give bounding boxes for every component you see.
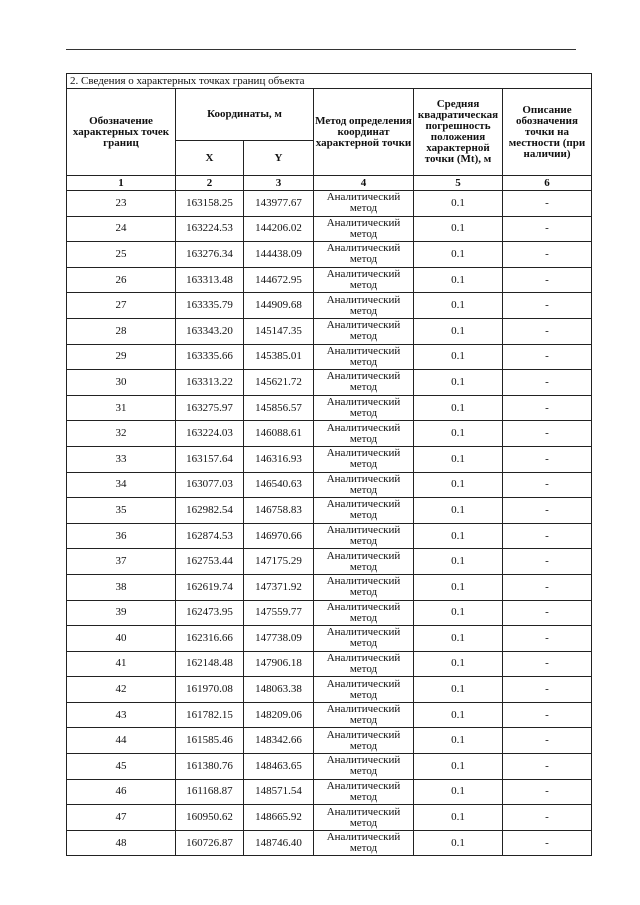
table-row [67, 728, 592, 754]
x-coordinate-cell: 160950.62 [176, 805, 244, 831]
method-cell [314, 472, 414, 498]
boundary-points-table [66, 73, 592, 856]
description-cell: - [503, 754, 592, 780]
description-cell: - [503, 318, 592, 344]
method-cell [314, 651, 414, 677]
error-cell: 0.1 [414, 498, 503, 524]
header-description: Описание обозначения точки на местности (при наличии) [503, 89, 592, 176]
table-row [67, 318, 592, 344]
method-text: метод [349, 816, 378, 829]
description-cell: - [503, 626, 592, 652]
x-coordinate-cell: 163335.79 [176, 293, 244, 319]
error-cell: 0.1 [414, 318, 503, 344]
method-text: Аналитический [326, 728, 401, 741]
table-row [67, 549, 592, 575]
method-text: метод [349, 688, 378, 701]
method-text: Аналитический [326, 447, 401, 460]
point-number-cell: 32 [67, 421, 176, 447]
method-text: метод [349, 279, 378, 292]
point-number-cell: 29 [67, 344, 176, 370]
method-cell [314, 600, 414, 626]
method-text: Аналитический [326, 549, 401, 562]
y-coordinate-cell: 144672.95 [244, 267, 314, 293]
method-cell [314, 395, 414, 421]
x-coordinate-cell: 161782.15 [176, 702, 244, 728]
error-cell: 0.1 [414, 574, 503, 600]
method-text: Аналитический [326, 779, 401, 792]
method-text: Аналитический [326, 524, 401, 537]
table-row [67, 702, 592, 728]
error-cell: 0.1 [414, 523, 503, 549]
method-text: Аналитический [326, 293, 401, 306]
method-text: Аналитический [326, 396, 401, 409]
description-cell: - [503, 728, 592, 754]
x-coordinate-cell: 163313.48 [176, 267, 244, 293]
x-coordinate-cell: 163077.03 [176, 472, 244, 498]
method-cell [314, 702, 414, 728]
method-text: метод [349, 714, 378, 727]
point-number-cell: 42 [67, 677, 176, 703]
method-text: Аналитический [326, 472, 401, 485]
x-coordinate-cell: 163224.53 [176, 216, 244, 242]
table-row [67, 677, 592, 703]
method-text: Аналитический [326, 600, 401, 613]
x-coordinate-cell: 160726.87 [176, 830, 244, 856]
method-text: метод [349, 381, 378, 394]
y-coordinate-cell: 144438.09 [244, 242, 314, 268]
x-coordinate-cell: 163335.66 [176, 344, 244, 370]
method-text: метод [349, 765, 378, 778]
method-cell [314, 344, 414, 370]
header-rule [66, 49, 576, 50]
method-text: метод [349, 407, 378, 420]
table-row [67, 498, 592, 524]
table-row [67, 523, 592, 549]
method-text: Аналитический [326, 626, 401, 639]
method-text: метод [349, 483, 378, 496]
method-cell [314, 370, 414, 396]
point-number-cell: 48 [67, 830, 176, 856]
description-cell: - [503, 651, 592, 677]
method-text: Аналитический [326, 754, 401, 767]
error-cell: 0.1 [414, 293, 503, 319]
point-number-cell: 36 [67, 523, 176, 549]
table-row [67, 293, 592, 319]
point-number-cell: 39 [67, 600, 176, 626]
description-cell: - [503, 805, 592, 831]
method-cell [314, 549, 414, 575]
column-number: 5 [414, 176, 503, 191]
method-text: метод [349, 535, 378, 548]
y-coordinate-cell: 148463.65 [244, 754, 314, 780]
method-text: метод [349, 355, 378, 368]
table-caption: 2. Сведения о характерных точках границ объекта [67, 74, 592, 89]
x-coordinate-cell: 162473.95 [176, 600, 244, 626]
method-cell [314, 805, 414, 831]
method-text: метод [349, 662, 378, 675]
column-number: 3 [244, 176, 314, 191]
description-cell: - [503, 677, 592, 703]
y-coordinate-cell: 146970.66 [244, 523, 314, 549]
header-method: Метод определения координат характерной точки [314, 89, 414, 176]
y-coordinate-cell: 148209.06 [244, 702, 314, 728]
y-coordinate-cell: 144909.68 [244, 293, 314, 319]
error-cell: 0.1 [414, 651, 503, 677]
method-cell [314, 626, 414, 652]
table-row [67, 626, 592, 652]
point-number-cell: 26 [67, 267, 176, 293]
y-coordinate-cell: 146540.63 [244, 472, 314, 498]
method-text: Аналитический [326, 216, 401, 229]
description-cell: - [503, 293, 592, 319]
y-coordinate-cell: 147906.18 [244, 651, 314, 677]
method-cell [314, 318, 414, 344]
table-row [67, 395, 592, 421]
y-coordinate-cell: 146088.61 [244, 421, 314, 447]
point-number-cell: 45 [67, 754, 176, 780]
table-row [67, 421, 592, 447]
y-coordinate-cell: 146316.93 [244, 446, 314, 472]
method-cell [314, 523, 414, 549]
table-body [67, 191, 592, 856]
x-coordinate-cell: 161168.87 [176, 779, 244, 805]
description-cell: - [503, 267, 592, 293]
point-number-cell: 30 [67, 370, 176, 396]
table-row [67, 472, 592, 498]
method-text: Аналитический [326, 421, 401, 434]
table-row [67, 600, 592, 626]
y-coordinate-cell: 148063.38 [244, 677, 314, 703]
description-cell: - [503, 216, 592, 242]
error-cell: 0.1 [414, 626, 503, 652]
x-coordinate-cell: 162874.53 [176, 523, 244, 549]
point-number-cell: 38 [67, 574, 176, 600]
y-coordinate-cell: 148746.40 [244, 830, 314, 856]
table-row [67, 191, 592, 217]
x-coordinate-cell: 163313.22 [176, 370, 244, 396]
header-coords: Координаты, м [176, 89, 314, 141]
point-number-cell: 41 [67, 651, 176, 677]
point-number-cell: 43 [67, 702, 176, 728]
description-cell: - [503, 395, 592, 421]
method-text: метод [349, 458, 378, 471]
y-coordinate-cell: 144206.02 [244, 216, 314, 242]
point-number-cell: 37 [67, 549, 176, 575]
point-number-cell: 33 [67, 446, 176, 472]
error-cell: 0.1 [414, 754, 503, 780]
method-text: метод [349, 637, 378, 650]
table-row [67, 574, 592, 600]
x-coordinate-cell: 162982.54 [176, 498, 244, 524]
error-cell: 0.1 [414, 549, 503, 575]
x-coordinate-cell: 163157.64 [176, 446, 244, 472]
table-row [67, 344, 592, 370]
table-row [67, 267, 592, 293]
header-y: Y [244, 141, 314, 176]
y-coordinate-cell: 145385.01 [244, 344, 314, 370]
column-number: 1 [67, 176, 176, 191]
header-error: Средняя квадратическая погрешность положения характерной точки (Mt), м [414, 89, 503, 176]
method-cell [314, 293, 414, 319]
description-cell: - [503, 472, 592, 498]
error-cell: 0.1 [414, 779, 503, 805]
y-coordinate-cell: 148342.66 [244, 728, 314, 754]
description-cell: - [503, 242, 592, 268]
method-text: Аналитический [326, 268, 401, 281]
description-cell: - [503, 344, 592, 370]
error-cell: 0.1 [414, 421, 503, 447]
method-cell [314, 216, 414, 242]
method-text: Аналитический [326, 319, 401, 332]
y-coordinate-cell: 148571.54 [244, 779, 314, 805]
y-coordinate-cell: 145147.35 [244, 318, 314, 344]
x-coordinate-cell: 163158.25 [176, 191, 244, 217]
method-cell [314, 677, 414, 703]
y-coordinate-cell: 145621.72 [244, 370, 314, 396]
method-text: метод [349, 330, 378, 343]
method-text: метод [349, 739, 378, 752]
x-coordinate-cell: 163276.34 [176, 242, 244, 268]
y-coordinate-cell: 147559.77 [244, 600, 314, 626]
description-cell: - [503, 549, 592, 575]
y-coordinate-cell: 147371.92 [244, 574, 314, 600]
table-row [67, 779, 592, 805]
method-cell [314, 421, 414, 447]
x-coordinate-cell: 162753.44 [176, 549, 244, 575]
table-row [67, 754, 592, 780]
method-text: Аналитический [326, 498, 401, 511]
description-cell: - [503, 702, 592, 728]
table-row [67, 805, 592, 831]
column-number: 6 [503, 176, 592, 191]
method-text: метод [349, 842, 378, 855]
y-coordinate-cell: 147175.29 [244, 549, 314, 575]
column-numbers-row [67, 176, 592, 191]
description-cell: - [503, 574, 592, 600]
method-cell [314, 728, 414, 754]
y-coordinate-cell: 145856.57 [244, 395, 314, 421]
x-coordinate-cell: 163343.20 [176, 318, 244, 344]
y-coordinate-cell: 146758.83 [244, 498, 314, 524]
table-row [67, 370, 592, 396]
description-cell: - [503, 191, 592, 217]
point-number-cell: 24 [67, 216, 176, 242]
error-cell: 0.1 [414, 702, 503, 728]
description-cell: - [503, 370, 592, 396]
method-cell [314, 779, 414, 805]
method-cell [314, 191, 414, 217]
x-coordinate-cell: 162619.74 [176, 574, 244, 600]
error-cell: 0.1 [414, 395, 503, 421]
y-coordinate-cell: 148665.92 [244, 805, 314, 831]
method-cell [314, 267, 414, 293]
method-text: метод [349, 790, 378, 803]
point-number-cell: 31 [67, 395, 176, 421]
column-number: 2 [176, 176, 244, 191]
description-cell: - [503, 446, 592, 472]
error-cell: 0.1 [414, 370, 503, 396]
error-cell: 0.1 [414, 728, 503, 754]
error-cell: 0.1 [414, 344, 503, 370]
method-text: Аналитический [326, 370, 401, 383]
point-number-cell: 23 [67, 191, 176, 217]
error-cell: 0.1 [414, 830, 503, 856]
error-cell: 0.1 [414, 677, 503, 703]
error-cell: 0.1 [414, 805, 503, 831]
description-cell: - [503, 830, 592, 856]
error-cell: 0.1 [414, 267, 503, 293]
method-cell [314, 242, 414, 268]
x-coordinate-cell: 163224.03 [176, 421, 244, 447]
table-row [67, 242, 592, 268]
header-point: Обозначение характерных точек границ [67, 89, 176, 176]
x-coordinate-cell: 161970.08 [176, 677, 244, 703]
method-cell [314, 446, 414, 472]
x-coordinate-cell: 162316.66 [176, 626, 244, 652]
error-cell: 0.1 [414, 472, 503, 498]
method-text: метод [349, 586, 378, 599]
y-coordinate-cell: 143977.67 [244, 191, 314, 217]
point-number-cell: 28 [67, 318, 176, 344]
error-cell: 0.1 [414, 216, 503, 242]
error-cell: 0.1 [414, 600, 503, 626]
point-number-cell: 35 [67, 498, 176, 524]
x-coordinate-cell: 162148.48 [176, 651, 244, 677]
table-row [67, 651, 592, 677]
description-cell: - [503, 498, 592, 524]
table-row [67, 830, 592, 856]
method-text: метод [349, 432, 378, 445]
point-number-cell: 40 [67, 626, 176, 652]
point-number-cell: 27 [67, 293, 176, 319]
x-coordinate-cell: 161585.46 [176, 728, 244, 754]
table-row [67, 446, 592, 472]
description-cell: - [503, 421, 592, 447]
description-cell: - [503, 600, 592, 626]
header-x: X [176, 141, 244, 176]
description-cell: - [503, 779, 592, 805]
error-cell: 0.1 [414, 191, 503, 217]
method-text: метод [349, 611, 378, 624]
x-coordinate-cell: 161380.76 [176, 754, 244, 780]
description-cell: - [503, 523, 592, 549]
method-cell [314, 754, 414, 780]
method-text: Аналитический [326, 575, 401, 588]
point-number-cell: 47 [67, 805, 176, 831]
method-cell [314, 574, 414, 600]
x-coordinate-cell: 163275.97 [176, 395, 244, 421]
method-text: метод [349, 560, 378, 573]
point-number-cell: 46 [67, 779, 176, 805]
column-number: 4 [314, 176, 414, 191]
table-row [67, 216, 592, 242]
method-text: Аналитический [326, 805, 401, 818]
y-coordinate-cell: 147738.09 [244, 626, 314, 652]
point-number-cell: 44 [67, 728, 176, 754]
point-number-cell: 34 [67, 472, 176, 498]
method-text: метод [349, 253, 378, 266]
method-text: Аналитический [326, 344, 401, 357]
method-text: Аналитический [326, 191, 401, 204]
error-cell: 0.1 [414, 446, 503, 472]
method-text: Аналитический [326, 242, 401, 255]
method-text: Аналитический [326, 703, 401, 716]
method-text: Аналитический [326, 831, 401, 844]
method-text: метод [349, 509, 378, 522]
method-text: метод [349, 304, 378, 317]
method-cell [314, 830, 414, 856]
method-cell [314, 498, 414, 524]
point-number-cell: 25 [67, 242, 176, 268]
method-text: Аналитический [326, 651, 401, 664]
method-text: метод [349, 227, 378, 240]
error-cell: 0.1 [414, 242, 503, 268]
method-text: метод [349, 202, 378, 215]
method-text: Аналитический [326, 677, 401, 690]
